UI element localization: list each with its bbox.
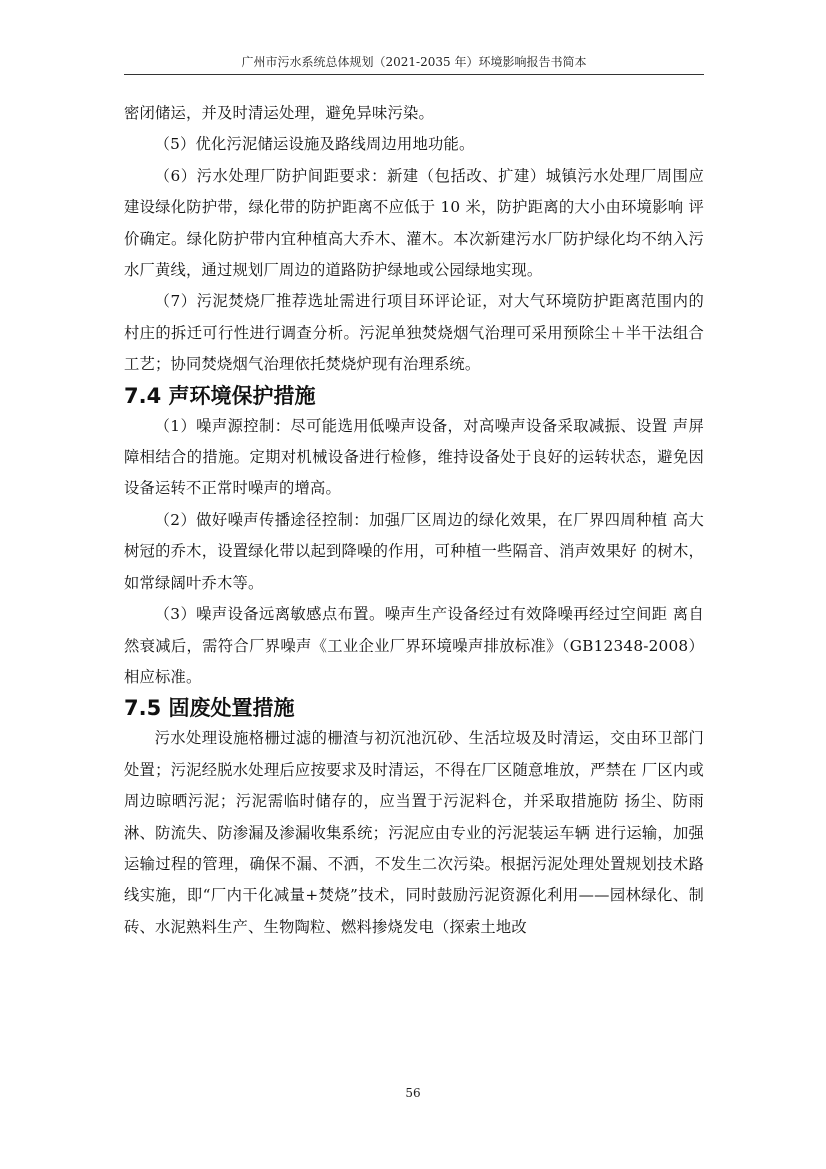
- noise-paragraph-2: （2）做好噪声传播途径控制：加强厂区周边的绿化效果，在厂界四周种植 高大树冠的乔木，设置绿化带以起到降噪的作用，可种植一些隔音、消声效果好 的树木，如常绿阔叶乔木等。: [124, 510, 704, 592]
- paragraph-item-6: （6）污水处理厂防护间距要求：新建（包括改、扩建）城镇污水处理厂周围应建设绿化防护带，绿化带的防护距离不应低于 10 米，防护距离的大小由环境影响 评价确定。绿化防护带内宜种植高大乔木、灌木。本次新建污水厂防护绿化均不纳入污水厂黄线，通过规划厂周边的道路防护绿地或公园绿地实现。: [124, 166, 704, 280]
- paragraph-item-7: （7）污泥焚烧厂推荐选址需进行项目环评论证，对大气环境防护距离范围内的村庄的拆迁可行性进行调查分析。污泥单独焚烧烟气治理可采用预除尘＋半干法组合工艺；协同焚烧烟气治理依托焚烧炉现有治理系统。: [124, 292, 704, 374]
- solid-waste-paragraph: 污水处理设施格栅过滤的栅渣与初沉池沉砂、生活垃圾及时清运，交由环卫部门处置；污泥经脱水处理后应按要求及时清运，不得在厂区随意堆放，严禁在 厂区内或周边晾晒污泥；污泥需临时储存的，应当置于污泥料仓，并采取措施防 扬尘、防雨淋、防流失、防渗漏及渗漏收集系统；污泥应由专业的污泥装运车辆 进行运输，加强运输过程的管理，确保不漏、不洒，不发生二次污染。根据污泥处理处置规划技术路线实施，即“厂内干化减量+焚烧”技术，同时鼓励污泥资源化利用——园林绿化、制砖、水泥熟料生产、生物陶粒、燃料掺烧发电（探索土地改: [124, 729, 704, 936]
- page-number: 56: [405, 1086, 421, 1100]
- section-heading-7-4: 7.4 声环境保护措施: [124, 383, 316, 408]
- paragraph-continuation: 密闭储运，并及时清运处理，避免异味污染。: [124, 104, 434, 122]
- noise-paragraph-3: （3）噪声设备远离敏感点布置。噪声生产设备经过有效降噪再经过空间距 离自然衰减后，需符合厂界噪声《工业企业厂界环境噪声排放标准》（GB12348-2008）相应标准。: [124, 605, 704, 686]
- section-heading-7-5: 7.5 固废处置措施: [124, 696, 295, 721]
- running-header: 广州市污水系统总体规划（2021-2035 年）环境影响报告书简本: [124, 50, 704, 75]
- page-body: [124, 98, 704, 943]
- paragraph-item-5: （5）优化污泥储运设施及路线周边用地功能。: [154, 135, 475, 154]
- noise-paragraph-1: （1）噪声源控制：尽可能选用低噪声设备，对高噪声设备采取减振、设置 声屏障相结合的措施。定期对机械设备进行检修，维持设备处于良好的运转状态，避免因设备运转不正常时噪声的增高。: [124, 416, 704, 498]
